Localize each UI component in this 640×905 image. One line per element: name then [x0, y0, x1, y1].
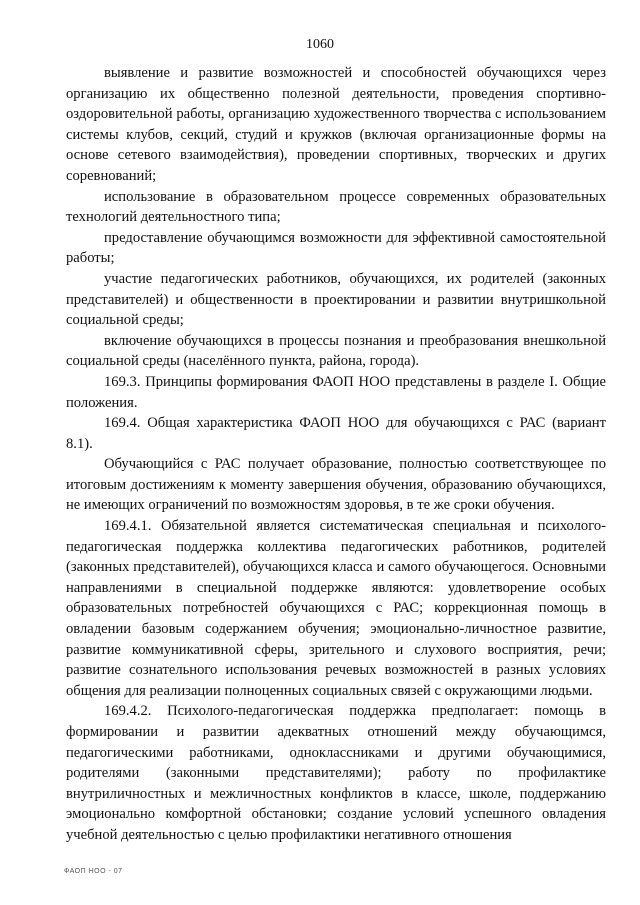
- paragraph-10: 169.4.2. Психолого-педагогическая поддержка предполагает: помощь в формировании и развитии адекватных отношений между обучающимся, педагогическими работниками, одноклассниками и другими обучающимися, родителями (законными представителями); работу по профилактике внутриличностных и межличностных конфликтов в классе, школе, поддержанию эмоционально комфортной обстановки; создание условий успешного овладения учебной деятельностью с целью профилактики негативного отношения: [66, 703, 606, 843]
- paragraph-2: использование в образовательном процессе современных образовательных технологий деятельностного типа;: [66, 188, 606, 226]
- paragraph-4: участие педагогических работников, обучающихся, их родителей (законных представителей) и общественности в проектировании и развитии внутришкольной социальной среды;: [66, 270, 606, 329]
- footer-mark: ФАОП НОО - 07: [64, 868, 123, 875]
- paragraph-9: 169.4.1. Обязательной является систематическая специальная и психолого-педагогическая поддержка коллектива педагогических работников, родителей (законных представителей), обучающихся класса и самого обучающегося. Основными направлениями в специальной поддержке являются: удовлетворение особых образовательных потребностей обучающихся с РАС; коррекционная помощь в овладении базовым содержанием обучения; эмоционально-личностное развитие, развитие коммуникативной сферы, зрительного и слухового восприятия, речи; развитие сознательного использования речевых возможностей в разных условиях общения для реализации полноценных социальных связей с окружающими людьми.: [66, 518, 606, 699]
- paragraph-8: Обучающийся с РАС получает образование, полностью соответствующее по итоговым достижениям к моменту завершения обучения, образованию обучающихся, не имеющих ограничений по возможностям здоровья, в те же сроки обучения.: [66, 456, 606, 514]
- paragraph-3: предоставление обучающимся возможности для эффективной самостоятельной работы;: [66, 229, 606, 267]
- page-number: 1060: [306, 37, 334, 52]
- paragraph-6: 169.3. Принципы формирования ФАОП НОО представлены в разделе I. Общие положения.: [66, 373, 606, 411]
- paragraph-1: выявление и развитие возможностей и способностей обучающихся через организацию их общественно полезной деятельности, проведения спортивно-оздоровительной работы, организацию художественного творчества с использованием системы клубов, секций, студий и кружков (включая организационные формы на основе сетевого взаимодействия), проведении спортивных, творческих и других соревнований;: [66, 65, 606, 184]
- paragraph-5: включение обучающихся в процессы познания и преобразования внешкольной социальной среды (населённого пункта, района, города).: [66, 332, 606, 370]
- paragraph-7: 169.4. Общая характеристика ФАОП НОО для обучающихся с РАС (вариант 8.1).: [66, 415, 606, 452]
- body-text: [66, 63, 606, 846]
